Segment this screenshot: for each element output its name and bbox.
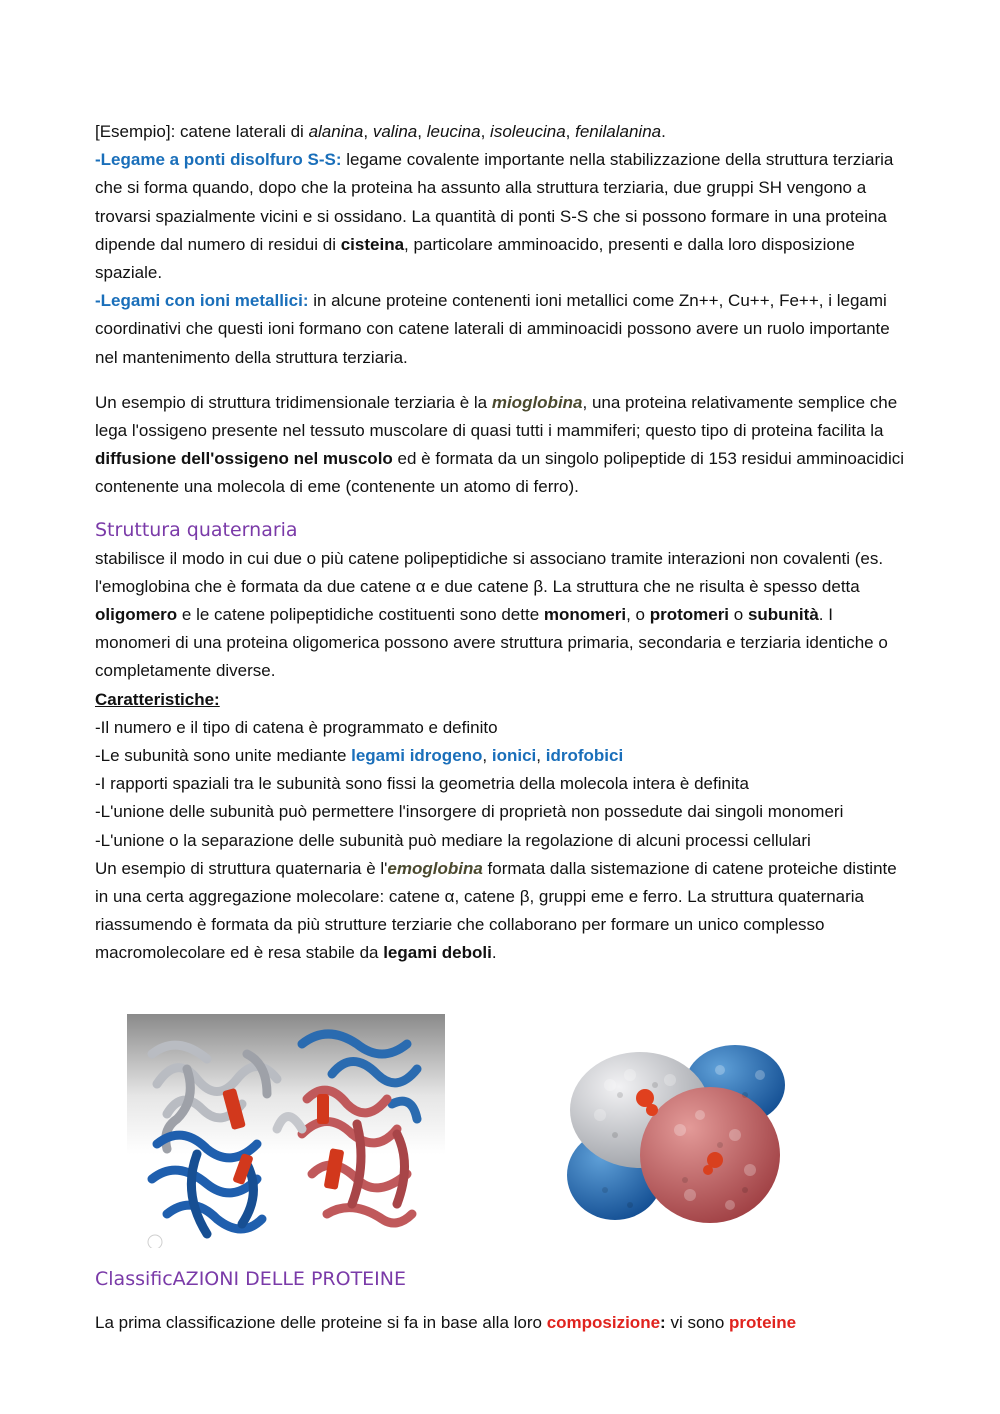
hemoglobin-ribbon-image	[127, 1014, 445, 1248]
myoglobin-paragraph	[95, 389, 910, 502]
sep: ,	[565, 122, 576, 141]
myoglobin-text-3: ed è formata da un singolo polipeptide di 153 residui amminoacidici contenente una molecola di eme (contenente un atomo di ferro).	[95, 449, 905, 497]
sep: ,	[480, 122, 491, 141]
feature-item: -L'unione o la separazione delle subunità può mediare la regolazione di alcuni processi cellulari	[95, 830, 811, 850]
weak-bonds-term: legami deboli	[383, 943, 492, 963]
hydrogen-bond-term: legami idrogeno	[351, 746, 483, 766]
sep: ,	[536, 746, 546, 766]
metal-label: -Legami con ioni metallici:	[95, 291, 309, 311]
myoglobin-text-2: , una proteina relativamente semplice che lega l'ossigeno presente nel tessuto muscolare di quasi tutti i mammiferi; questo tipo di proteina facilita la	[95, 392, 898, 441]
class-text-1: La prima classificazione delle proteine si fa in base alla loro	[95, 1313, 547, 1332]
q-text-1: stabilisce il modo in cui due o più catene polipeptidiche si associano tramite interazioni non covalenti (es. l'emoglobina che è formata da due catene α e due catene β. La struttura che ne risulta è spesso detta	[95, 548, 884, 596]
feature-item: -I rapporti spaziali tra le subunità sono fissi la geometria della molecola intera è definita	[95, 774, 749, 794]
disulfide-label: -Legame a ponti disolfuro S-S:	[95, 150, 342, 170]
myoglobin-text: Un esempio di struttura tridimensionale terziaria è la	[95, 392, 492, 412]
ionic-term: ionici	[491, 746, 537, 766]
q-text-4: o	[729, 605, 748, 625]
quaternary-paragraph	[95, 545, 910, 686]
emoglobina-term: emoglobina	[387, 858, 483, 878]
disulfide-text: legame covalente importante nella stabilizzazione della struttura terziaria che si forma quando, dopo che la proteina ha assunto alla struttura terziaria, due gruppi SH vengono a trovarsi spazialmente vicini e si ossidano. La quantità di ponti S-S che si possono formare in una proteina dipende dal numero di residui di	[95, 150, 894, 254]
hemoglobin-spacefill-image	[560, 1040, 790, 1230]
colon: :	[660, 1313, 666, 1332]
sep: ,	[482, 746, 492, 766]
disulfide-text-end: , particolare amminoacido, presenti e dalla loro disposizione spaziale.	[95, 234, 855, 283]
feature-text: -Le subunità sono unite mediante	[95, 746, 352, 766]
metal-text: in alcune proteine contenenti ioni metallici come Zn++, Cu++, Fe++, i legami coordinativi che questi ioni formano con catene laterali di amminoacidi possono avere un ruolo importante nel mantenimento della struttura terziaria.	[95, 291, 890, 367]
sep: ,	[363, 122, 373, 141]
q-text-2: e le catene polipeptidiche costituenti sono dette	[177, 605, 544, 625]
aa-isoleucina: isoleucina	[490, 122, 566, 141]
q-text-5: . I monomeri di una proteina oligomerica possono avere struttura primaria, secondaria e terziaria identiche o completamente diverse.	[95, 605, 888, 681]
diffusion-term: diffusione dell'ossigeno nel muscolo	[95, 449, 393, 469]
spacer	[95, 372, 910, 389]
disulfide-paragraph	[95, 146, 910, 287]
hydrophobic-term: idrofobici	[545, 746, 624, 766]
composizione-term: composizione	[546, 1313, 661, 1332]
mioglobina-term: mioglobina	[491, 392, 583, 412]
period: .	[661, 122, 666, 141]
feature-item: -L'unione delle subunità può permettere l'insorgere di proprietà non possedute dai singoli monomeri	[95, 802, 844, 822]
aa-valina: valina	[372, 122, 418, 141]
class-text-2: vi sono	[665, 1313, 730, 1332]
cisteina-term: cisteina	[340, 234, 405, 254]
hb-text-1: Un esempio di struttura quaternaria è l'	[95, 858, 388, 878]
features-title: Caratteristiche:	[95, 689, 220, 709]
classification-paragraph	[95, 1309, 910, 1337]
sep: ,	[417, 122, 427, 141]
hemoglobin-paragraph	[95, 855, 910, 968]
oligomero-term: oligomero	[95, 605, 178, 625]
feature-item	[95, 742, 910, 770]
example-prefix: [Esempio]: catene laterali di	[95, 122, 309, 141]
monomeri-term: monomeri	[543, 605, 627, 625]
aa-leucina: leucina	[426, 122, 481, 141]
aa-alanina: alanina	[308, 122, 364, 141]
proteine-term: proteine	[729, 1313, 797, 1332]
subunita-term: subunità	[747, 605, 819, 625]
metal-paragraph	[95, 287, 910, 372]
protomeri-term: protomeri	[649, 605, 730, 625]
hb-text-2: formata dalla sistemazione di catene proteiche distinte in una certa aggregazione molecolare: catene α, catene β, gruppi eme e ferro. La struttura quaternaria riassumendo è formata da più strutture terziarie che collaborano per formare un unico complesso macromolecolare ed è resa stabile da	[95, 858, 897, 963]
classification-heading: ClassificAZIONI DELLE PROTEINE	[95, 1268, 407, 1290]
aa-fenilalanina: fenilalanina	[575, 122, 662, 141]
document-body	[95, 118, 910, 968]
q-text-3: , o	[626, 605, 650, 625]
feature-item: -Il numero e il tipo di catena è programmato e definito	[95, 717, 498, 737]
period: .	[491, 943, 497, 963]
quaternary-heading: Struttura quaternaria	[95, 518, 298, 541]
example-line	[95, 118, 910, 146]
